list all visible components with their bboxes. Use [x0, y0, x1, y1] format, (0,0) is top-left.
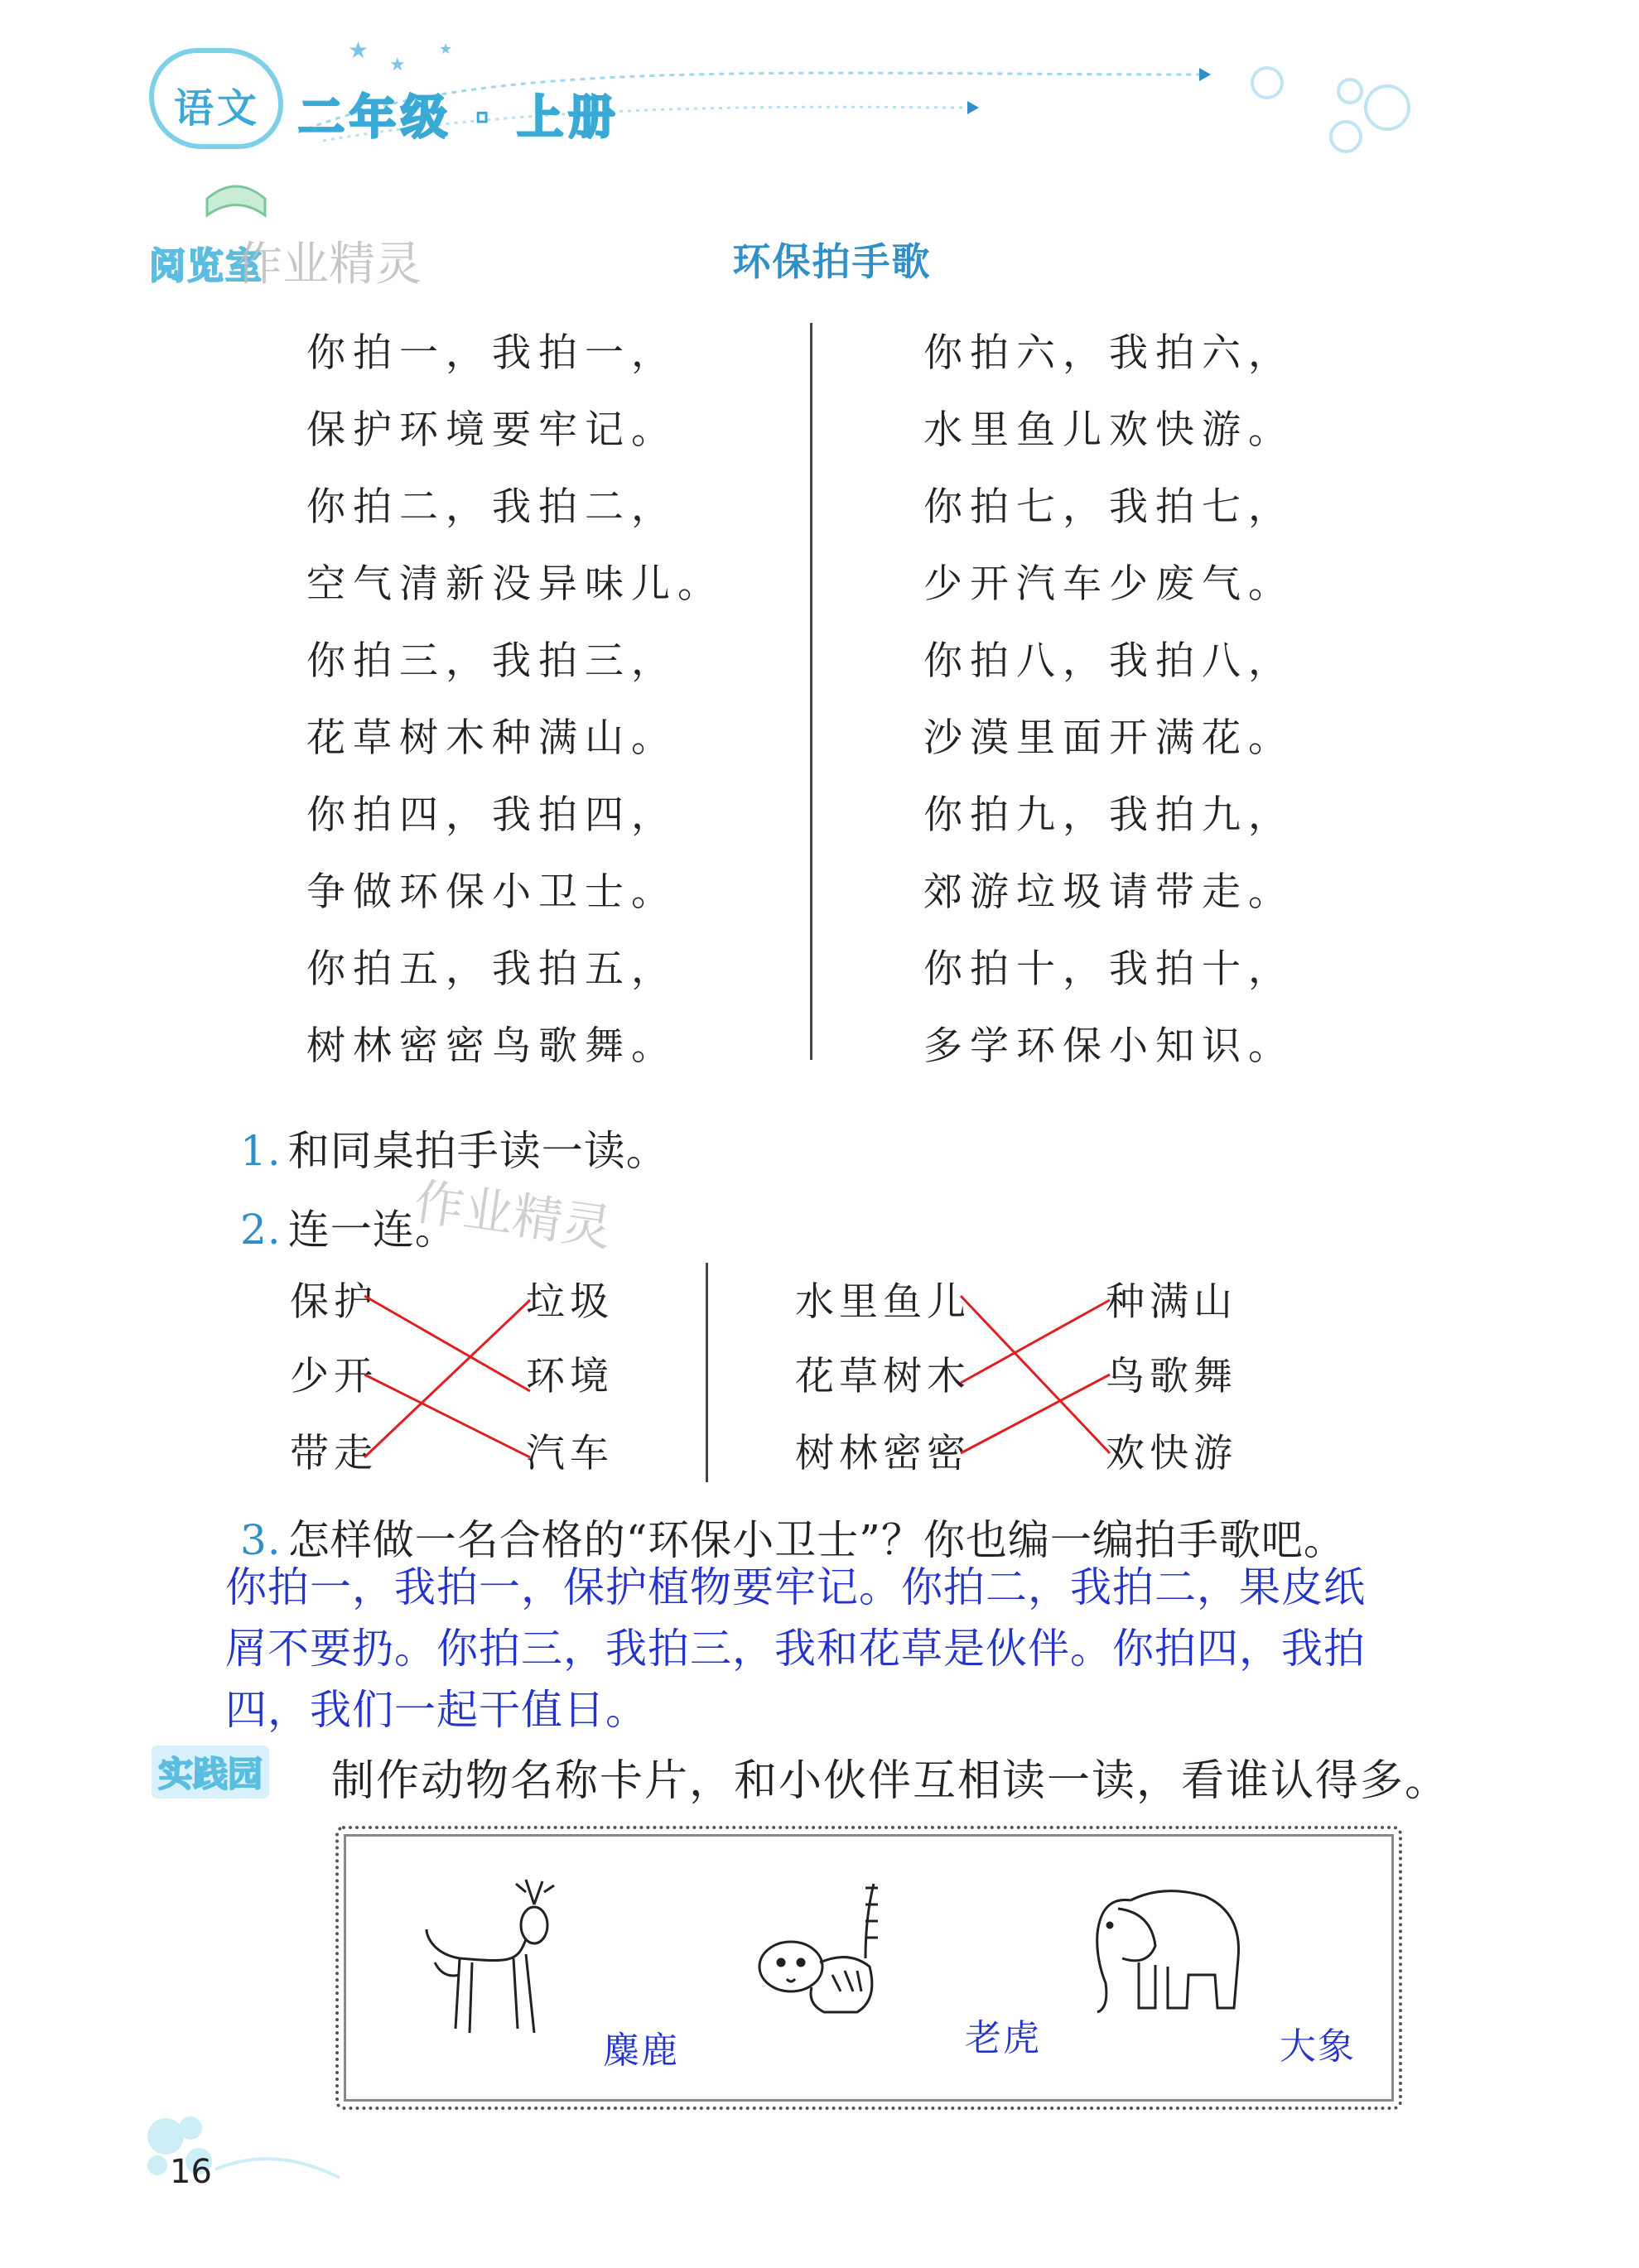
reading-section-tag: 阅览室	[149, 245, 263, 287]
match-word: 汽车	[526, 1431, 614, 1476]
watermark: 作业精灵	[410, 1173, 616, 1259]
match-word: 环境	[526, 1354, 614, 1399]
poem-line: 你拍七，我拍七，	[923, 484, 1294, 530]
poem-line: 少开汽车少废气。	[923, 561, 1294, 607]
elephant-icon	[1073, 1867, 1255, 2033]
deer-label: 麋鹿	[603, 2030, 679, 2072]
match-word: 垃圾	[526, 1279, 614, 1325]
match-word: 带走	[290, 1431, 378, 1476]
watermark: 作业精灵	[236, 238, 422, 291]
svg-text:★: ★	[439, 41, 453, 58]
flower-decoration	[133, 2103, 348, 2203]
match-word: 鸟歌舞	[1106, 1354, 1237, 1399]
match-word: 保护	[290, 1279, 378, 1325]
poem-line: 树林密密鸟歌舞。	[306, 1023, 677, 1069]
poem-line: 你拍三，我拍三，	[306, 638, 677, 684]
subject-label: 语文	[174, 85, 261, 132]
poem-line: 保护环境要牢记。	[306, 407, 677, 453]
poem-line: 你拍四，我拍四，	[306, 792, 677, 838]
deer-icon	[410, 1871, 576, 2054]
poem-line: 你拍八，我拍八，	[923, 638, 1294, 684]
practice-instruction: 制作动物名称卡片，和小伙伴互相读一读，看谁认得多。	[331, 1756, 1450, 1806]
match-line	[364, 1300, 530, 1457]
handwritten-answer: 你拍一，我拍一，保护植物要牢记。你拍二，我拍二，果皮纸屑不要扔。你拍三，我拍三，我和花草是伙伴。你拍四，我拍四，我们一起干值日。	[225, 1563, 1366, 1734]
question-3-number: 3.	[240, 1516, 282, 1564]
question-1-text: 和同桌拍手读一读。	[287, 1127, 668, 1175]
match-line	[961, 1296, 1110, 1453]
match-line	[961, 1300, 1110, 1383]
page-number: 16	[170, 2153, 212, 2191]
practice-section-tag: 实践园	[152, 1746, 269, 1799]
match-line	[364, 1375, 530, 1457]
poem-line: 多学环保小知识。	[923, 1023, 1294, 1069]
tiger-icon	[741, 1867, 907, 2033]
match-line	[364, 1296, 530, 1391]
poem-line: 你拍一，我拍一，	[306, 330, 677, 376]
match-word: 欢快游	[1106, 1431, 1237, 1476]
poem-line: 郊游垃圾请带走。	[923, 869, 1294, 915]
tiger-label: 老虎	[965, 2017, 1041, 2059]
poem-line: 水里鱼儿欢快游。	[923, 407, 1294, 453]
elephant-label: 大象	[1280, 2025, 1356, 2068]
match-line	[961, 1375, 1110, 1453]
match-word: 水里鱼儿	[795, 1279, 971, 1325]
svg-text:★: ★	[348, 36, 369, 64]
poem-line: 你拍五，我拍五，	[306, 946, 677, 992]
poem-line: 你拍二，我拍二，	[306, 484, 677, 530]
poem-line: 花草树木种满山。	[306, 715, 677, 761]
poem-line: 你拍十，我拍十，	[923, 946, 1294, 992]
poem-line: 沙漠里面开满花。	[923, 715, 1294, 761]
poem-line: 空气清新没异味儿。	[306, 561, 724, 607]
poem-line: 你拍六，我拍六，	[923, 330, 1294, 376]
question-1-number: 1.	[240, 1127, 282, 1175]
question-2-text: 连一连。	[287, 1206, 457, 1254]
grade-label: 二年级 · 上册	[298, 91, 620, 145]
match-word: 花草树木	[795, 1354, 971, 1399]
match-word: 树林密密	[795, 1431, 971, 1476]
poem-title-text: 环保拍手歌	[732, 239, 932, 284]
question-2-number: 2.	[240, 1206, 282, 1254]
poem-line: 争做环保小卫士。	[306, 869, 677, 915]
poem-line: 你拍九，我拍九，	[923, 792, 1294, 838]
match-word: 少开	[290, 1354, 378, 1399]
question-3-text: 怎样做一名合格的“环保小卫士”？你也编一编拍手歌吧。	[287, 1516, 1346, 1564]
svg-text:★: ★	[389, 55, 406, 75]
match-word: 种满山	[1106, 1279, 1237, 1325]
